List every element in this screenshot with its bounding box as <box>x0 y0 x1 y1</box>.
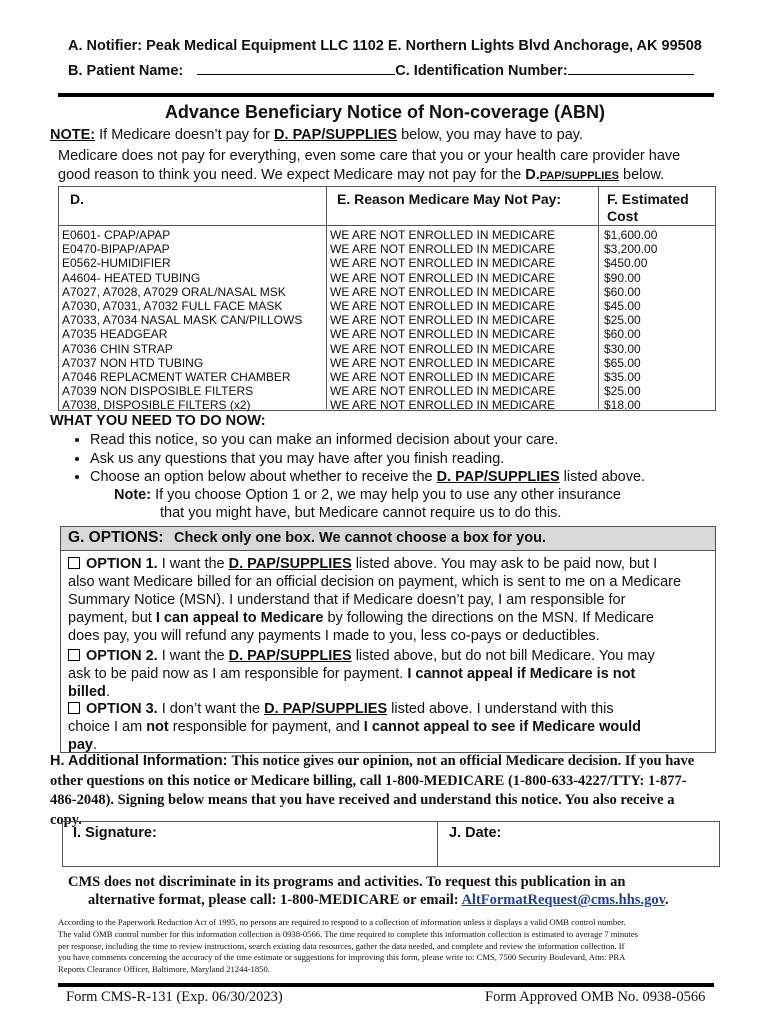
table-row <box>60 285 714 299</box>
table-cell-reason: WE ARE NOT ENROLLED IN MEDICARE <box>330 341 556 356</box>
table-cell-cost: $25.00 <box>604 384 641 399</box>
table-row <box>60 384 714 398</box>
date-label: J. Date: <box>449 825 502 841</box>
note-line-3-text: good reason to think you need. We expect Medicare may not pay for the <box>58 167 522 183</box>
table-cell-item: A7033, A7034 NASAL MASK CAN/PILLOWS <box>62 313 303 328</box>
id-number-field[interactable] <box>568 74 694 75</box>
note-line-3: good reason to think you need. We expect Medicare may not pay for the D.PAP/SUPPLIES below. <box>58 167 665 183</box>
table-cell-reason: WE ARE NOT ENROLLED IN MEDICARE <box>330 270 556 285</box>
signature-box <box>62 821 720 867</box>
table-cell-item: E0601- CPAP/APAP <box>62 228 171 242</box>
table-cell-item: A7037 NON HTD TUBING <box>62 355 204 370</box>
page-title: Advance Beneficiary Notice of Non-coverage (ABN) <box>164 102 606 122</box>
table-row <box>60 370 714 384</box>
options-g-label: G. OPTIONS: <box>68 529 164 546</box>
patient-line <box>68 63 694 79</box>
table-cell-cost: $30.00 <box>604 341 641 356</box>
table-cell-item: A7038, DISPOSIBLE FILTERS (x2) <box>62 398 251 413</box>
table-cell-reason: WE ARE NOT ENROLLED IN MEDICARE <box>330 299 556 314</box>
table-cell-reason: WE ARE NOT ENROLLED IN MEDICARE <box>330 228 556 242</box>
todo-item: • Choose an option below about whether to receive the D. PAP/SUPPLIES listed above. <box>90 468 645 487</box>
patient-name-label: B. Patient Name: <box>68 63 184 79</box>
table-cell-cost: $35.00 <box>604 370 641 385</box>
paperwork-notice: According to the Paperwork Reduction Act of 1995, no persons are required to respond to a collection of information unless it displays a valid OMB control number. The valid OMB control number for this information collection is 0938-0566. The time required to complete this information collection is estimated to average 7 minutes per response, including the time to review instructions, search existing data resources, gather the data needed, and complete and review the information collection. If you have comments concerning the accuracy of the time estimate or suggestions for improving this form, please write to: CMS, 7500 Security Boulevard, Attn: PRA Reports Clearance Officer, Baltimore, Maryland 21244-1850. <box>58 917 639 975</box>
option-3-checkbox[interactable] <box>68 702 80 714</box>
option-1: OPTION 1. I want the D. PAP/SUPPLIES listed above. You may ask to be paid now, but I also want Medicare billed for an official decision on payment, which is sent to me on a Medicare Summary Notice (MSN). I understand that if Medicare doesn’t pay, I am responsible for payment, but I can appeal to Medicare by following the directions on the MSN. If Medicare does pay, you will refund any payments I made to you, less co-pays or deductibles. <box>68 556 682 644</box>
table-cell-item: A7039 NON DISPOSIBLE FILTERS <box>62 384 254 399</box>
table-cell-cost: $3,200.00 <box>604 242 658 257</box>
option-3: OPTION 3. I don’t want the D. PAP/SUPPLIES listed above. I understand with this choice I am not responsible for payment, and I cannot appeal to see if Medicare would pay. <box>68 701 641 753</box>
todo-heading: WHAT YOU NEED TO DO NOW: <box>50 413 266 429</box>
options-instruction: Check only one box. We cannot choose a box for you. <box>174 530 546 546</box>
table-cell-item: A7046 REPLACMENT WATER CHAMBER <box>62 370 291 385</box>
signature-divider <box>437 822 438 866</box>
todo-note-label: Note: <box>114 487 152 503</box>
todo-note <box>114 487 621 503</box>
table-cell-reason: WE ARE NOT ENROLLED IN MEDICARE <box>330 398 556 413</box>
options-box <box>60 526 716 753</box>
signature-field[interactable] <box>73 844 431 864</box>
items-table <box>60 228 714 413</box>
note-line-1 <box>50 127 583 143</box>
table-row <box>60 228 714 242</box>
table-cell-reason: WE ARE NOT ENROLLED IN MEDICARE <box>330 355 556 370</box>
item-ref: D. PAP/SUPPLIES <box>436 469 560 485</box>
additional-label: H. Additional Information: <box>50 753 228 769</box>
todo-item: • Read this notice, so you can make an informed decision about your care. <box>90 431 645 450</box>
table-cell-item: E0470-BIPAP/APAP <box>62 242 170 257</box>
table-cell-cost: $60.00 <box>604 284 641 299</box>
signature-label: I. Signature: <box>73 825 157 841</box>
table-cell-reason: WE ARE NOT ENROLLED IN MEDICARE <box>330 284 556 299</box>
item-ref: D. PAP/SUPPLIES <box>228 648 352 664</box>
item-ref: D. PAP/SUPPLIES <box>228 556 352 572</box>
options-header <box>61 527 715 551</box>
header-divider <box>58 93 714 97</box>
note-line-3-ref: PAP/SUPPLIES <box>539 170 619 182</box>
option-2: OPTION 2. I want the D. PAP/SUPPLIES listed above, but do not bill Medicare. You may ask to be paid now as I am responsible for payment. I cannot appeal if Medicare is not billed. <box>68 648 655 700</box>
note-label: NOTE: <box>50 127 96 143</box>
notifier-line <box>68 38 702 54</box>
cms-email-link[interactable]: AltFormatRequest@cms.hhs.gov <box>461 892 666 908</box>
table-cell-item: A7030, A7031, A7032 FULL FACE MASK <box>62 299 283 314</box>
table-cell-cost: $25.00 <box>604 313 641 328</box>
footer-omb-number: Form Approved OMB No. 0938-0566 <box>485 989 706 1005</box>
notifier-label: A. Notifier: <box>68 38 143 54</box>
table-cell-item: A7035 HEADGEAR <box>62 327 168 342</box>
table-row <box>60 242 714 256</box>
notifier-value: Peak Medical Equipment LLC 1102 E. Northern Lights Blvd Anchorage, AK 99508 <box>146 38 702 54</box>
todo-note-line-2: that you might have, but Medicare cannot require us to do this. <box>160 505 562 521</box>
table-cell-cost: $450.00 <box>604 256 648 271</box>
todo-item: • Ask us any questions that you may have after you finish reading. <box>90 450 645 469</box>
table-cell-cost: $1,600.00 <box>604 228 658 242</box>
todo-list <box>30 431 645 487</box>
note-line-3-end: below. <box>623 167 665 183</box>
header-row-divider <box>59 225 715 226</box>
table-row <box>60 398 714 412</box>
table-cell-reason: WE ARE NOT ENROLLED IN MEDICARE <box>330 242 556 257</box>
table-row <box>60 356 714 370</box>
item-ref: D. PAP/SUPPLIES <box>274 127 398 143</box>
footer-divider <box>58 983 714 987</box>
items-table-box <box>58 186 716 411</box>
note-text-end: below, you may have to pay. <box>401 127 583 143</box>
table-cell-cost: $60.00 <box>604 327 641 342</box>
col-d-header: D. <box>70 191 84 207</box>
table-row <box>60 299 714 313</box>
table-cell-cost: $65.00 <box>604 355 641 370</box>
table-cell-cost: $90.00 <box>604 270 641 285</box>
table-row <box>60 327 714 341</box>
table-cell-reason: WE ARE NOT ENROLLED IN MEDICARE <box>330 370 556 385</box>
table-row <box>60 313 714 327</box>
table-cell-item: A7027, A7028, A7029 ORAL/NASAL MSK <box>62 284 286 299</box>
todo-note-text: If you choose Option 1 or 2, we may help you to use any other insurance <box>155 487 621 503</box>
table-cell-reason: WE ARE NOT ENROLLED IN MEDICARE <box>330 327 556 342</box>
note-text: If Medicare doesn’t pay for <box>99 127 271 143</box>
additional-info: H. Additional Information: This notice gives our opinion, not an official Medicare decision. If you have other questions on this notice or Medicare billing, call 1-800-MEDICARE (1-800-633-4227/TTY: 1-877- 486-2048). Signing below means that you have received and understand this notice. You also receive a copy. <box>50 753 695 828</box>
table-cell-reason: WE ARE NOT ENROLLED IN MEDICARE <box>330 313 556 328</box>
table-row <box>60 342 714 356</box>
table-cell-reason: WE ARE NOT ENROLLED IN MEDICARE <box>330 384 556 399</box>
patient-name-field[interactable] <box>197 74 395 75</box>
table-cell-cost: $18.00 <box>604 398 641 413</box>
col-e-header: E. Reason Medicare May Not Pay: <box>337 191 562 207</box>
table-cell-item: A4604- HEATED TUBING <box>62 270 201 285</box>
table-cell-cost: $45.00 <box>604 299 641 314</box>
footer-form-number: Form CMS-R-131 (Exp. 06/30/2023) <box>66 989 283 1005</box>
item-ref: D. PAP/SUPPLIES <box>264 701 388 717</box>
id-number-label: C. Identification Number: <box>395 63 568 79</box>
table-cell-reason: WE ARE NOT ENROLLED IN MEDICARE <box>330 256 556 271</box>
table-cell-item: E0562-HUMIDIFIER <box>62 256 171 271</box>
table-cell-item: A7036 CHIN STRAP <box>62 341 173 356</box>
table-row <box>60 256 714 270</box>
col-f-header: F. Estimated Cost <box>607 191 689 224</box>
cms-statement: CMS does not discriminate in its programs and activities. To request this publication in an alternative format, please call: 1-800-MEDICARE or email: AltFormatRequest@cms.hhs.gov. <box>68 874 669 908</box>
table-row <box>60 271 714 285</box>
note-line-2: Medicare does not pay for everything, even some care that you or your health care provider have <box>58 148 681 164</box>
option-1-checkbox[interactable] <box>68 557 80 569</box>
date-field[interactable] <box>449 844 711 864</box>
option-2-checkbox[interactable] <box>68 649 80 661</box>
